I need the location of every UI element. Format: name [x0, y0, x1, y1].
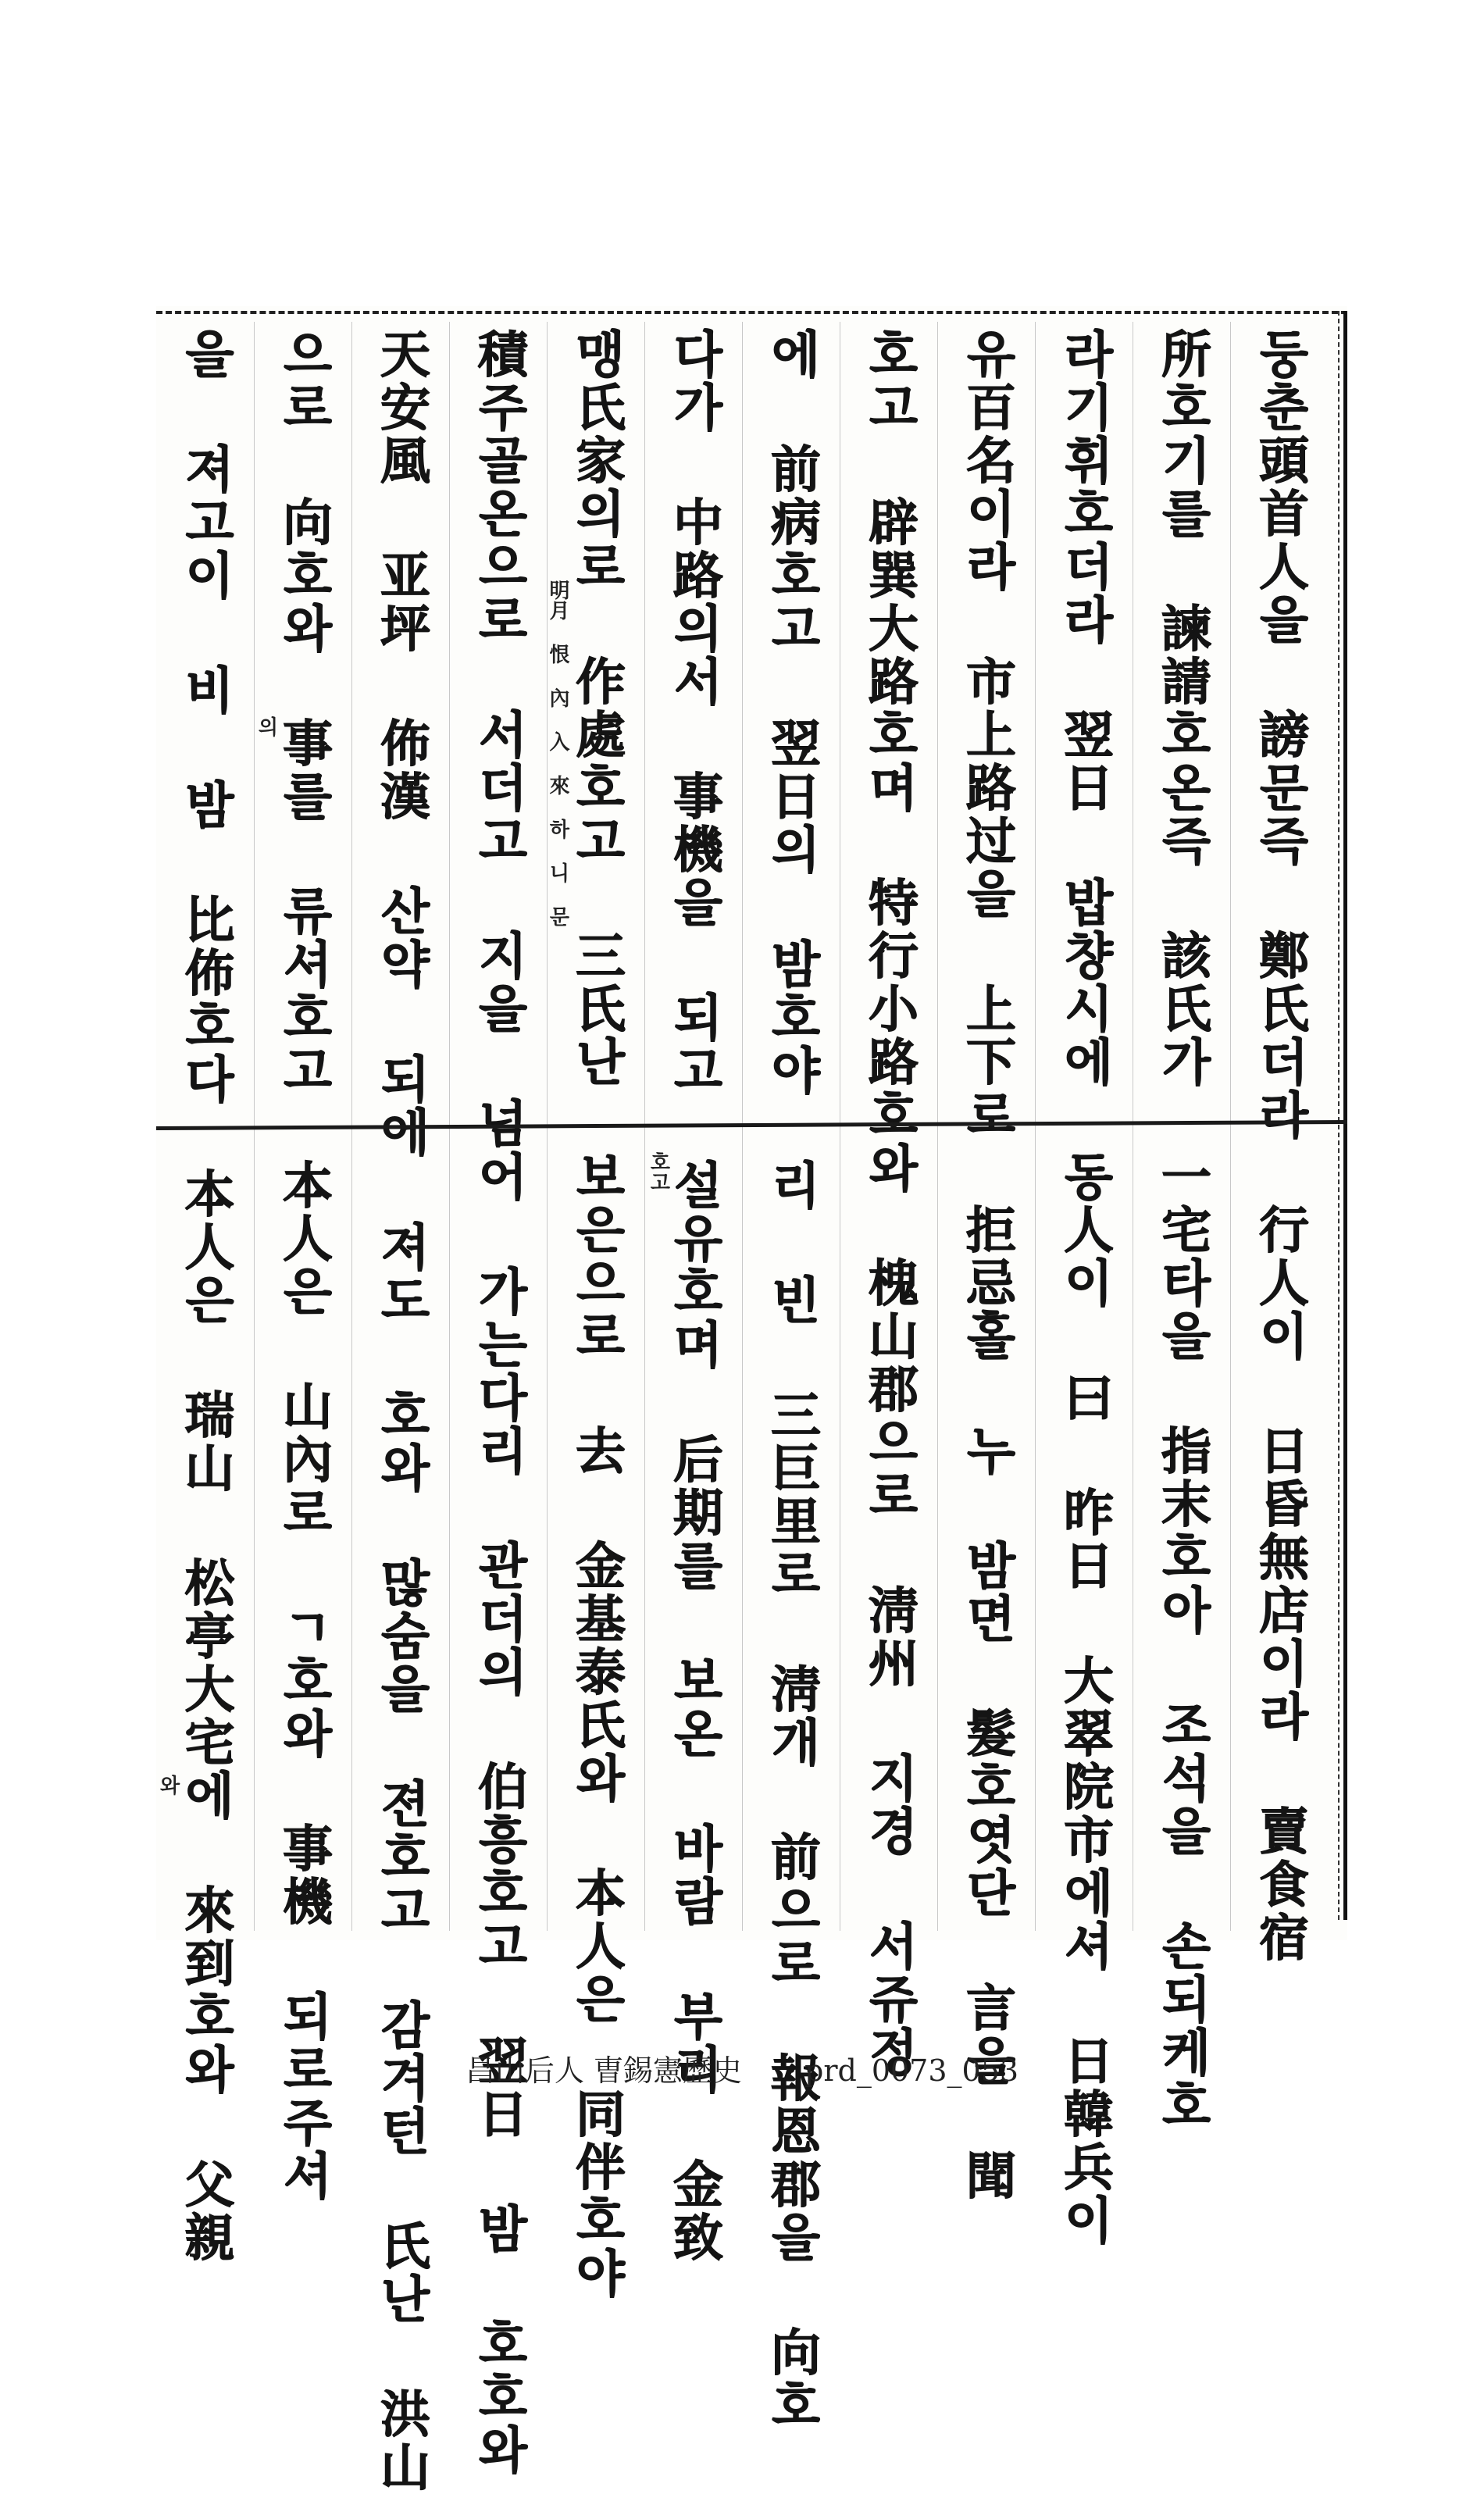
column-text: 積주골온으로 서더고 지을 넘어 가는다리 관더의 伯흥호고 翌日 밤 호호와 [469, 328, 528, 2477]
column-1 [1230, 322, 1328, 1964]
interlinear-note: 明月 恨 內 入 來 하 니 문 [545, 580, 569, 926]
column-text: 所호기를 諫請호온즉 該氏가 一宅타을 指末호아 조석을 손되케호 [1152, 328, 1211, 2132]
column-text: 맹氏家의로 作處호고 三氏난 보은으로 去 金基泰氏와 本人은 同伴호야 [566, 328, 626, 2300]
interlinear-note: 호고 [646, 1151, 670, 1192]
top-border [156, 311, 1347, 314]
column-text: 라기휘호더라 翌日 밥챵시에 동人이 曰 昨日 大翠院市에셔 日韓兵이 [1054, 328, 1114, 2247]
column-2 [1133, 322, 1230, 2132]
right-border-dashed [1338, 311, 1340, 1920]
right-border [1343, 311, 1347, 1920]
column-text: 둥춘頭首人을 謗문즉 鄭氏더라 行人이 日昏無店이라 賣食宿 [1250, 328, 1309, 1964]
column-text: 다가 中路의서 事機을 되고 설유호며 后期를 보온 바람 부리 金致 [664, 328, 723, 2264]
page-caption [0, 2046, 1484, 2089]
column-3 [1035, 322, 1133, 2247]
column-4 [937, 322, 1035, 2203]
column-text: 을 져고이 비 밤 比佈호다 本人은 瑞山 松亭大宅에 來到호와 父親 [176, 328, 235, 2264]
column-text: 으로 向호와 事를 류셔호고 本人은 山內로 ㄱ호와 事機 되로주셔 [273, 328, 333, 2203]
column-text: 에 前病호고 翌日의 밤호야 리 빈 三巨里로 淸개 前으로 報恩郡을 向호 [762, 328, 821, 2432]
caption-title: 昌山后人 曺錫憲歷史 [465, 2053, 743, 2088]
column-text: 호고 辟巽大路호며 特行小路호와 槐山郡으로 淸州 지경 서쥬정 [859, 328, 919, 2079]
column-text: 유百名이라 市上路过을 上下로 拒忌홀 누 밤면 髮호엿단 言을 聞 [957, 328, 1016, 2203]
interlinear-note: 와 [156, 1775, 180, 1795]
column-text: 天安風 亚坪 佈漢 산약 되에 져도 호와 많숨을 젼호고 감겨턴 氏난 洪山 [371, 328, 430, 2494]
caption-code: prd_0073_053 [804, 2053, 1019, 2088]
interlinear-note: 의 [254, 716, 278, 737]
